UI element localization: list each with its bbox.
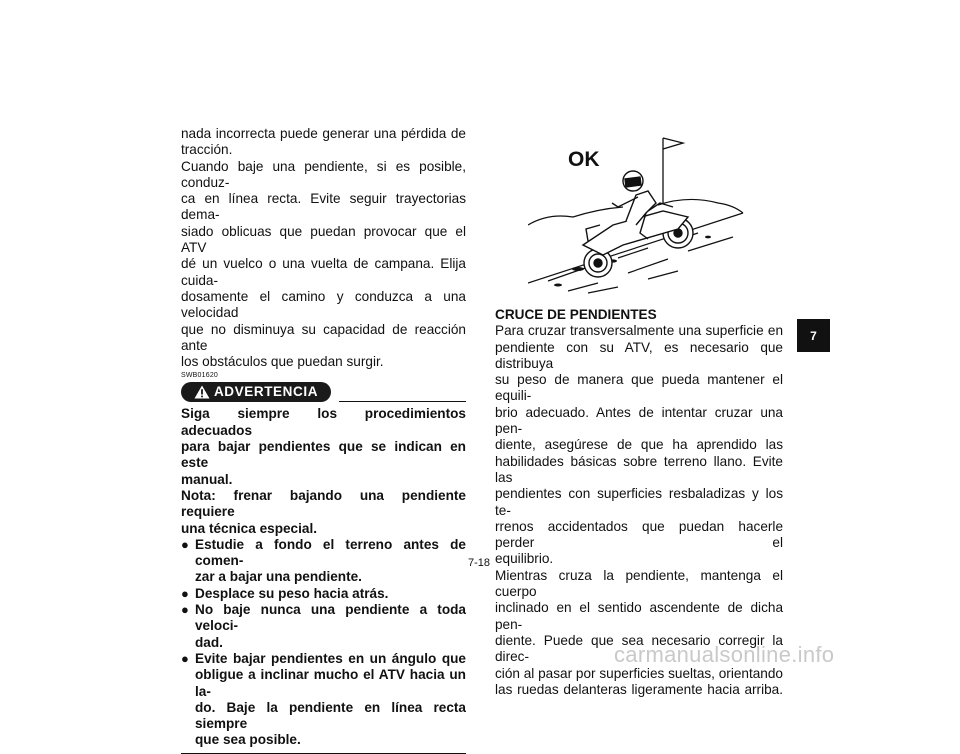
body-line: ción al pasar por superficies sueltas, orientando [495, 665, 783, 681]
bullet-line: obligue a inclinar mucho el ATV hacia un la- [195, 667, 466, 699]
warning-bullet [181, 537, 466, 586]
body-line: dosamente el camino y conduzca a una velocidad [181, 288, 466, 321]
watermark: carmanualsonline.info [614, 642, 835, 667]
body-line: su peso de manera que pueda mantener el equili- [495, 372, 783, 404]
bullet-line: dad. [195, 634, 223, 650]
bullet-line: Evite bajar pendientes en un ángulo que [195, 650, 466, 666]
warning-badge [181, 382, 331, 402]
warning-triangle-icon [194, 385, 210, 399]
bullet-line: Estudie a fondo el terreno antes de comen- [195, 536, 466, 569]
warning-line: manual. [181, 471, 233, 487]
warning-line: para bajar pendientes que se indican en este [181, 439, 466, 471]
bullet-line: que sea posible. [195, 732, 301, 748]
body-line: Para cruzar transversalmente una superficie en [495, 323, 783, 339]
flag-icon [663, 138, 683, 203]
body-line: que no disminuya su capacidad de reacción ante [181, 321, 466, 353]
body-line: Cuando baje una pendiente, si es posible, conduz- [181, 158, 466, 190]
body-line: habilidades básicas sobre terreno llano. Evite las [495, 453, 783, 485]
warning-code: SWB01620 [181, 372, 219, 380]
atv-slope-illustration [528, 133, 750, 301]
body-line: brio adecuado. Antes de intentar cruzar una pen- [495, 404, 783, 437]
bullet-line: zar a bajar una pendiente. [195, 569, 362, 585]
bullet-line: Desplace su peso hacia atrás. [195, 585, 389, 601]
warning-bullet [181, 586, 466, 602]
body-line: nada incorrecta puede generar una pérdida de [181, 126, 466, 141]
warning-body [181, 406, 466, 748]
body-line: Mientras cruza la pendiente, mantenga el cuerpo [495, 567, 783, 600]
ok-label: OK [568, 148, 600, 171]
bullet-line: No baje nunca una pendiente a toda veloci- [195, 602, 466, 634]
body-line: pendiente con su ATV, es necesario que distribuya [495, 339, 783, 371]
bullet-dot-icon: ● [181, 585, 189, 601]
body-line: tracción. [181, 142, 233, 158]
warning-header [181, 381, 466, 403]
body-line: los obstáculos que puedan surgir. [181, 354, 384, 370]
body-line: siado oblicuas que puedan provocar que el ATV [181, 223, 466, 256]
bullet-line: do. Baje la pendiente en línea recta siempre [195, 699, 466, 732]
warning-rule [339, 401, 466, 402]
body-line: diente, asegúrese de que ha aprendido las [495, 437, 783, 453]
body-line: las ruedas delanteras ligeramente hacia arriba. [495, 681, 783, 697]
warning-bullet [181, 602, 466, 651]
body-line: pendientes con superficies resbaladizas y los te- [495, 486, 783, 518]
atv-rider-icon [583, 171, 693, 277]
body-line: inclinado en el sentido ascendente de dicha pen- [495, 600, 783, 632]
body-line: ca en línea recta. Evite seguir trayectorias dema- [181, 191, 466, 223]
bullet-dot-icon: ● [181, 536, 189, 552]
section-heading: CRUCE DE PENDIENTES [495, 307, 657, 322]
right-column [495, 307, 783, 698]
body-line: diente. Puede que sea necesario corregir la direc- [495, 632, 783, 665]
body-line: dé un vuelco o una vuelta de campana. Elija cuida- [181, 256, 466, 288]
note-line: una técnica especial. [181, 520, 318, 536]
warning-bullet [181, 651, 466, 749]
warning-label: ADVERTENCIA [213, 384, 319, 400]
note-line: Nota: frenar bajando una pendiente requiere [181, 487, 466, 520]
body-line: equilibrio. [495, 551, 554, 567]
warning-line: Siga siempre los procedimientos adecuados [181, 406, 466, 438]
body-line: rrenos accidentados que puedan hacerle perder el [495, 518, 783, 551]
page-number: 7-18 [467, 557, 491, 569]
left-column [181, 126, 466, 754]
bullet-dot-icon: ● [181, 602, 189, 618]
section-tab: 7 [797, 319, 830, 352]
bullet-dot-icon: ● [181, 650, 189, 666]
